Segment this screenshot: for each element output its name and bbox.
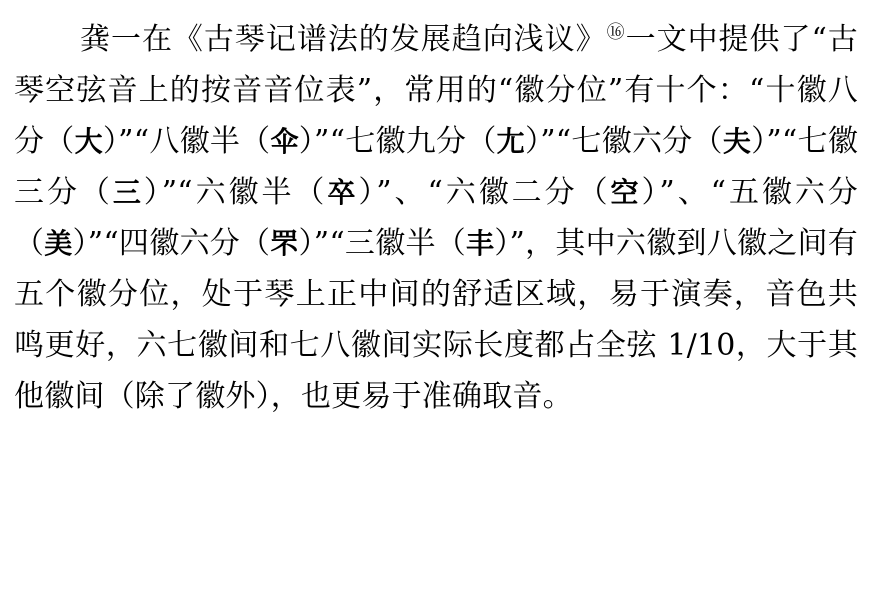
jianzipu-glyph: 尢 [496, 125, 525, 158]
jianzipu-glyph: 夫 [722, 125, 752, 158]
jianzipu-glyph: 丰 [466, 227, 495, 260]
body-paragraph [14, 14, 858, 422]
text-run: 龚一在《古琴记谱法的发展趋向浅议》 [80, 22, 607, 57]
text-run: ）”“六徽半（ [143, 175, 328, 210]
text-run: 一文中提供了“古琴空弦音上的按音音位表”，常用的“徽分位”有十个：“十徽八分（ [14, 22, 859, 159]
jianzipu-glyph: 三 [112, 176, 144, 209]
jianzipu-glyph: 伞 [270, 125, 299, 158]
text-run: ）”“七徽九分（ [298, 124, 497, 159]
jianzipu-glyph: 空 [610, 176, 642, 209]
text-run: ）”、“六徽二分（ [358, 175, 611, 210]
text-run: ）”，其中六徽到八徽之间有五个徽分位，处于琴上正中间的舒适区域，易于演奏，音色共鸣更好，六七徽间和七八徽间实际长度都占全弦 1/10，大于其他徽间（除了徽外），也更易于准确取音。 [14, 226, 858, 414]
jianzipu-glyph: 美 [44, 227, 73, 260]
text-run: ）”“七徽三分（ [14, 124, 859, 210]
footnote-marker: ⑯ [606, 22, 626, 43]
jianzipu-glyph: 大 [74, 125, 103, 158]
text-run: ）”“四徽六分（ [72, 226, 271, 261]
text-run: ）”“八徽半（ [102, 124, 271, 159]
text-run: ）”“七徽六分（ [524, 124, 723, 159]
text-run: ）”、“五徽六分（ [14, 175, 858, 261]
jianzipu-glyph: 卒 [327, 176, 359, 209]
jianzipu-glyph: 罘 [270, 227, 299, 260]
text-run: ）”“三徽半（ [298, 226, 466, 261]
